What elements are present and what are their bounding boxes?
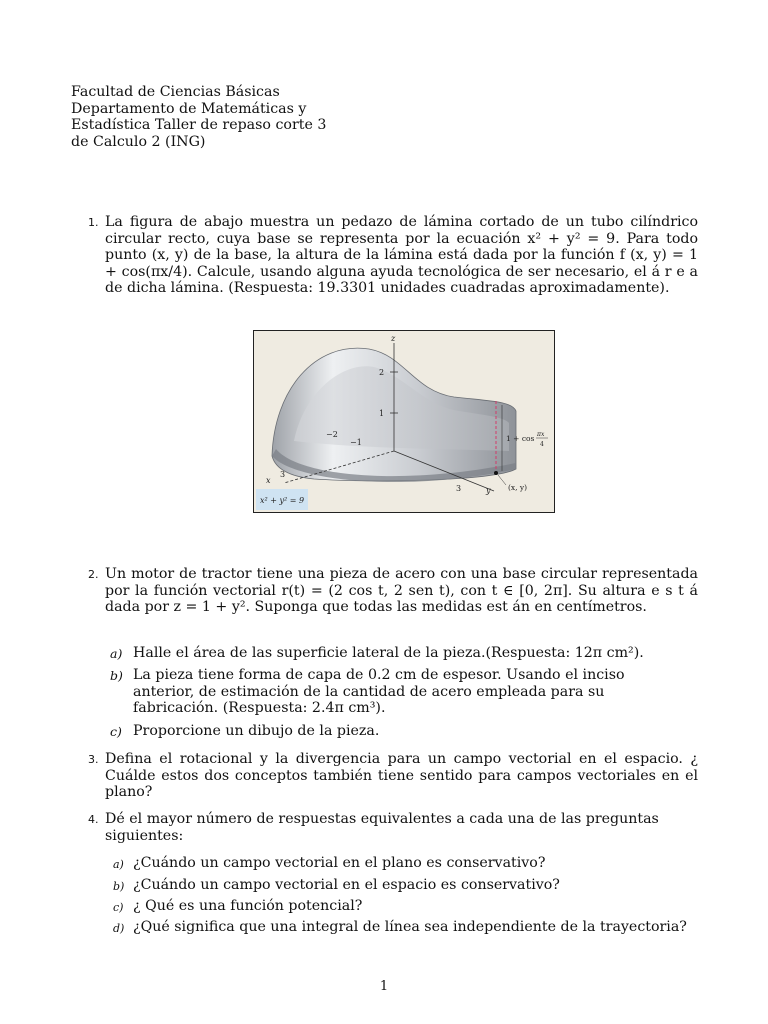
question-4-item-c xyxy=(113,898,708,915)
item-text: ¿Qué significa que una integral de línea sea independiente de la trayectoria? xyxy=(133,919,687,935)
header-line-workshop: Estadística Taller de repaso corte 3 xyxy=(71,117,327,134)
question-2-item-a xyxy=(110,645,708,662)
item-text: La pieza tiene forma de capa de 0.2 cm de espesor. Usando el inciso anterior, de estimación de la cantidad de acero empleada para su fabricación. (Respuesta: 2.4π cm³). xyxy=(133,667,625,716)
question-4 xyxy=(88,811,665,844)
question-2 xyxy=(88,566,698,616)
item-text: Proporcione un dibujo de la pieza. xyxy=(133,723,380,739)
question-text: La figura de abajo muestra un pedazo de lámina cortado de un tubo cilíndrico circular recto, cuya base se representa por la ecuación x² + y² = 9. Para todo punto (x, y) de la base, la altura de la lámina está dada por la función f (x, y) = 1 + cos(πx/4). Calcule, usando alguna ayuda tecnológica de ser necesario, el á r e a de dicha lámina. (Respuesta: 19.3301 unidades cuadradas aproximadamente). xyxy=(105,214,698,296)
cylinder-sheet-figure xyxy=(253,330,555,513)
question-4-item-b xyxy=(113,877,708,894)
item-label: b) xyxy=(110,668,123,683)
question-4-item-a xyxy=(113,855,708,872)
figure-graphic xyxy=(254,331,554,512)
page-number: 1 xyxy=(379,979,389,994)
question-text: Defina el rotacional y la divergencia para un campo vectorial en el espacio. ¿ Cuálde estos dos conceptos también tiene sentido para campos vectoriales en el plano? xyxy=(105,751,698,800)
item-label: a) xyxy=(113,858,124,871)
item-text: Halle el área de las superficie lateral de la pieza.(Respuesta: 12π cm²). xyxy=(133,645,644,661)
question-number: 2. xyxy=(88,568,99,581)
question-number: 4. xyxy=(88,813,99,826)
height-frac-numerator: πx xyxy=(537,431,545,438)
question-number: 3. xyxy=(88,753,99,766)
question-text: Dé el mayor número de respuestas equivalentes a cada una de las preguntas siguientes: xyxy=(105,811,659,844)
question-2-item-b xyxy=(110,667,653,717)
item-label: a) xyxy=(110,646,123,661)
question-1 xyxy=(88,214,698,297)
question-number: 1. xyxy=(88,216,99,229)
question-2-item-c xyxy=(110,723,708,740)
tick-minus-1: −1 xyxy=(350,438,362,447)
height-frac-denominator: 4 xyxy=(540,441,544,448)
item-label: c) xyxy=(113,901,124,914)
document-header xyxy=(71,84,371,150)
tick-z-2: 2 xyxy=(379,368,385,377)
tick-z-1: 1 xyxy=(379,409,385,418)
axis-z-label: z xyxy=(391,334,396,343)
header-line-department: Departamento de Matemáticas y xyxy=(71,100,307,117)
question-4-item-d xyxy=(113,919,708,936)
tick-x-3: 3 xyxy=(280,470,286,479)
item-label: b) xyxy=(113,880,125,893)
item-label: d) xyxy=(113,922,125,935)
item-label: c) xyxy=(110,724,122,739)
item-text: ¿Cuándo un campo vectorial en el espacio es conservativo? xyxy=(133,877,560,893)
header-line-faculty: Facultad de Ciencias Básicas xyxy=(71,84,280,100)
question-text: Un motor de tractor tiene una pieza de acero con una base circular representada por la función vectorial r(t) = (2 cos t, 2 sen t), con t ∈ [0, 2π]. Su altura e s t á dada por z = 1 + y². Suponga que todas las medidas est án en centímetros. xyxy=(105,566,698,615)
tick-minus-2: −2 xyxy=(326,430,338,439)
base-equation-label: x² + y² = 9 xyxy=(260,496,305,505)
axis-y-label: y xyxy=(486,486,491,495)
tick-y-3: 3 xyxy=(456,484,462,493)
item-text: ¿Cuándo un campo vectorial en el plano es conservativo? xyxy=(133,855,546,871)
axis-x-label: x xyxy=(266,476,271,485)
height-label: 1 + cos xyxy=(506,434,535,443)
header-line-course: de Calculo 2 (ING) xyxy=(71,133,206,150)
item-text: ¿ Qué es una función potencial? xyxy=(133,898,363,914)
question-3 xyxy=(88,751,698,801)
point-label: (x, y) xyxy=(508,483,528,492)
